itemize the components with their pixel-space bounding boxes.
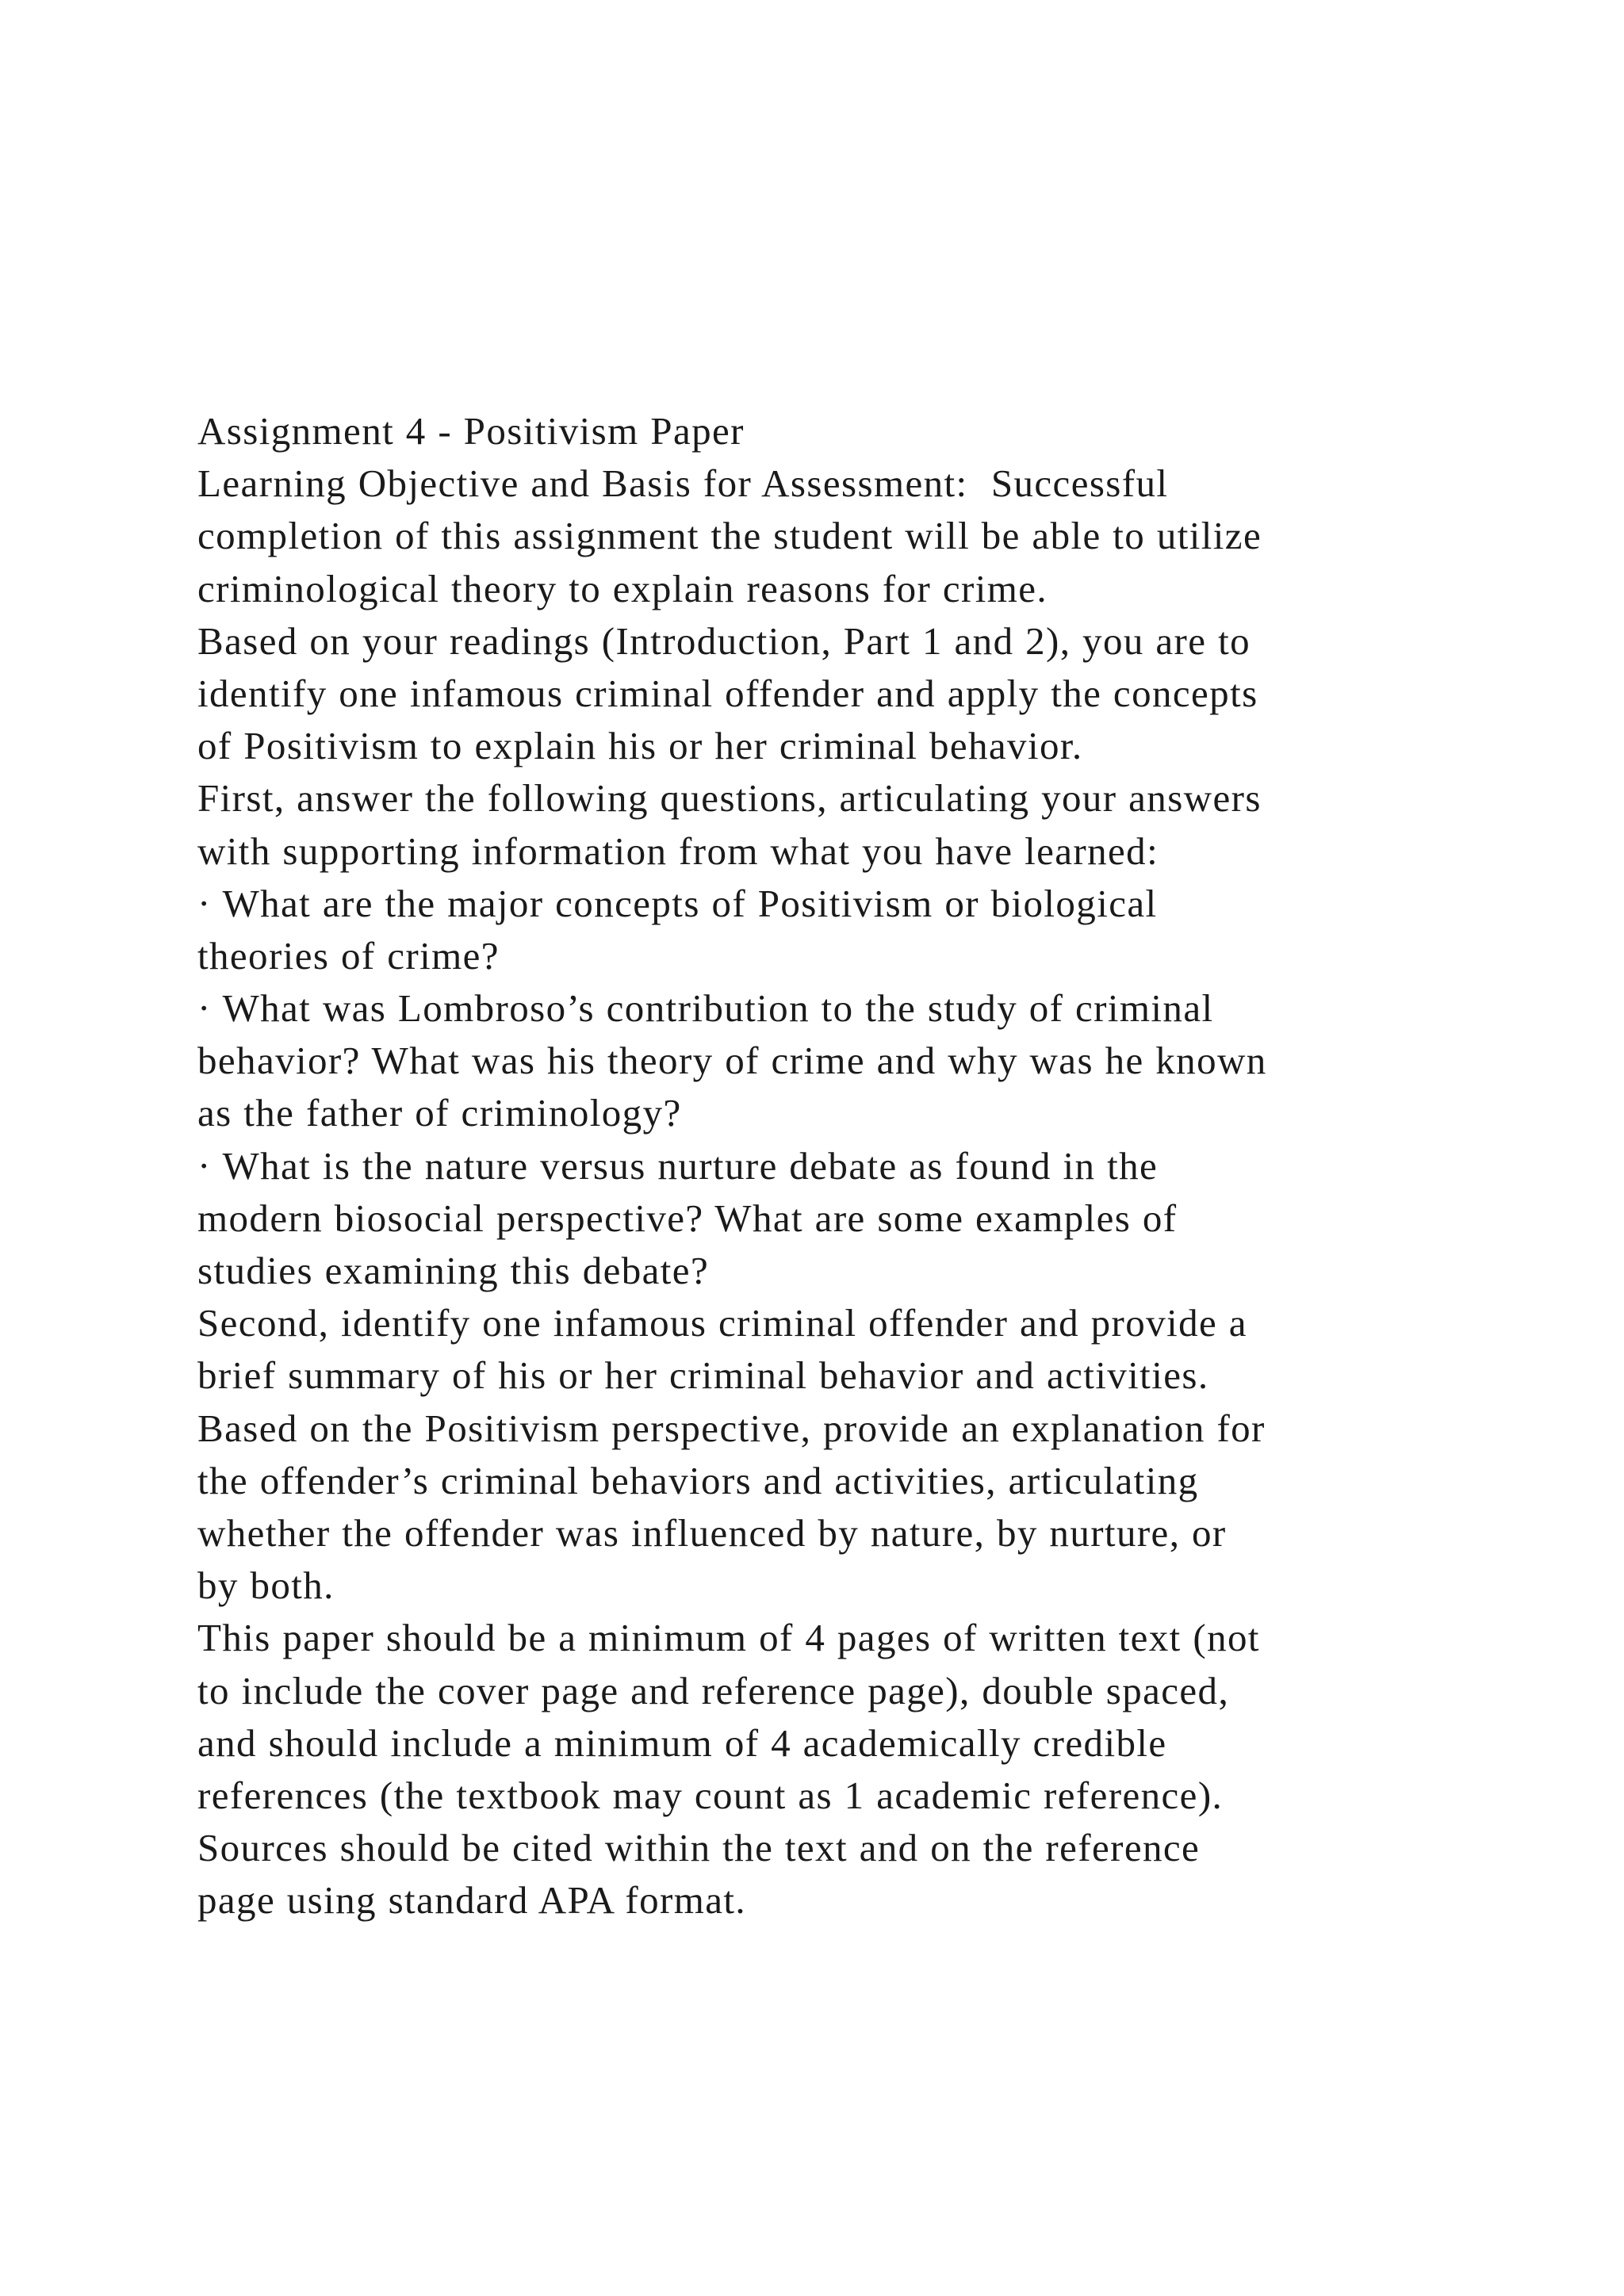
text-line: of Positivism to explain his or her criminal behavior. xyxy=(197,724,1083,768)
text-line: First, answer the following questions, articulating your answers xyxy=(197,776,1262,821)
text-line: theories of crime? xyxy=(197,933,500,978)
text-line: criminological theory to explain reasons for crime. xyxy=(197,566,1048,610)
bullet-question: · What is the nature versus nurture debate as found in the xyxy=(197,1143,1159,1188)
text-line: modern biosocial perspective? What are some examples of xyxy=(197,1196,1178,1240)
text-line: completion of this assignment the student will be able to utilize xyxy=(197,514,1262,558)
assignment-title: Assignment 4 - Positivism Paper xyxy=(197,409,745,453)
bullet-question: · What are the major concepts of Positivism or biological xyxy=(197,881,1158,925)
text-line: Learning Objective and Basis for Assessment: Successful xyxy=(197,461,1169,506)
text-line: and should include a minimum of 4 academically credible xyxy=(197,1720,1167,1765)
document-body xyxy=(197,405,1482,1927)
text-line: the offender’s criminal behaviors and activities, articulating xyxy=(197,1458,1199,1502)
text-line: to include the cover page and reference page), double spaced, xyxy=(197,1668,1230,1712)
text-line: behavior? What was his theory of crime and why was he known xyxy=(197,1039,1267,1083)
text-line: page using standard APA format. xyxy=(197,1878,747,1923)
text-line: by both. xyxy=(197,1563,335,1608)
text-line: This paper should be a minimum of 4 pages of written text (not xyxy=(197,1616,1260,1660)
text-line: whether the offender was influenced by nature, by nurture, or xyxy=(197,1510,1227,1555)
text-line: studies examining this debate? xyxy=(197,1249,710,1292)
text-line: brief summary of his or her criminal behavior and activities. xyxy=(197,1353,1209,1398)
text-line: identify one infamous criminal offender and apply the concepts xyxy=(197,671,1258,715)
text-line: Sources should be cited within the text and on the reference xyxy=(197,1826,1201,1870)
text-line: Second, identify one infamous criminal offender and provide a xyxy=(197,1301,1247,1345)
text-line: as the father of criminology? xyxy=(197,1091,682,1135)
text-line: Based on the Positivism perspective, provide an explanation for xyxy=(197,1406,1266,1450)
text-line: references (the textbook may count as 1 academic reference). xyxy=(197,1773,1224,1817)
bullet-question: · What was Lombroso’s contribution to the study of criminal xyxy=(197,986,1214,1031)
text-line: with supporting information from what you have learned: xyxy=(197,828,1159,873)
text-line: Based on your readings (Introduction, Part 1 and 2), you are to xyxy=(197,618,1251,663)
